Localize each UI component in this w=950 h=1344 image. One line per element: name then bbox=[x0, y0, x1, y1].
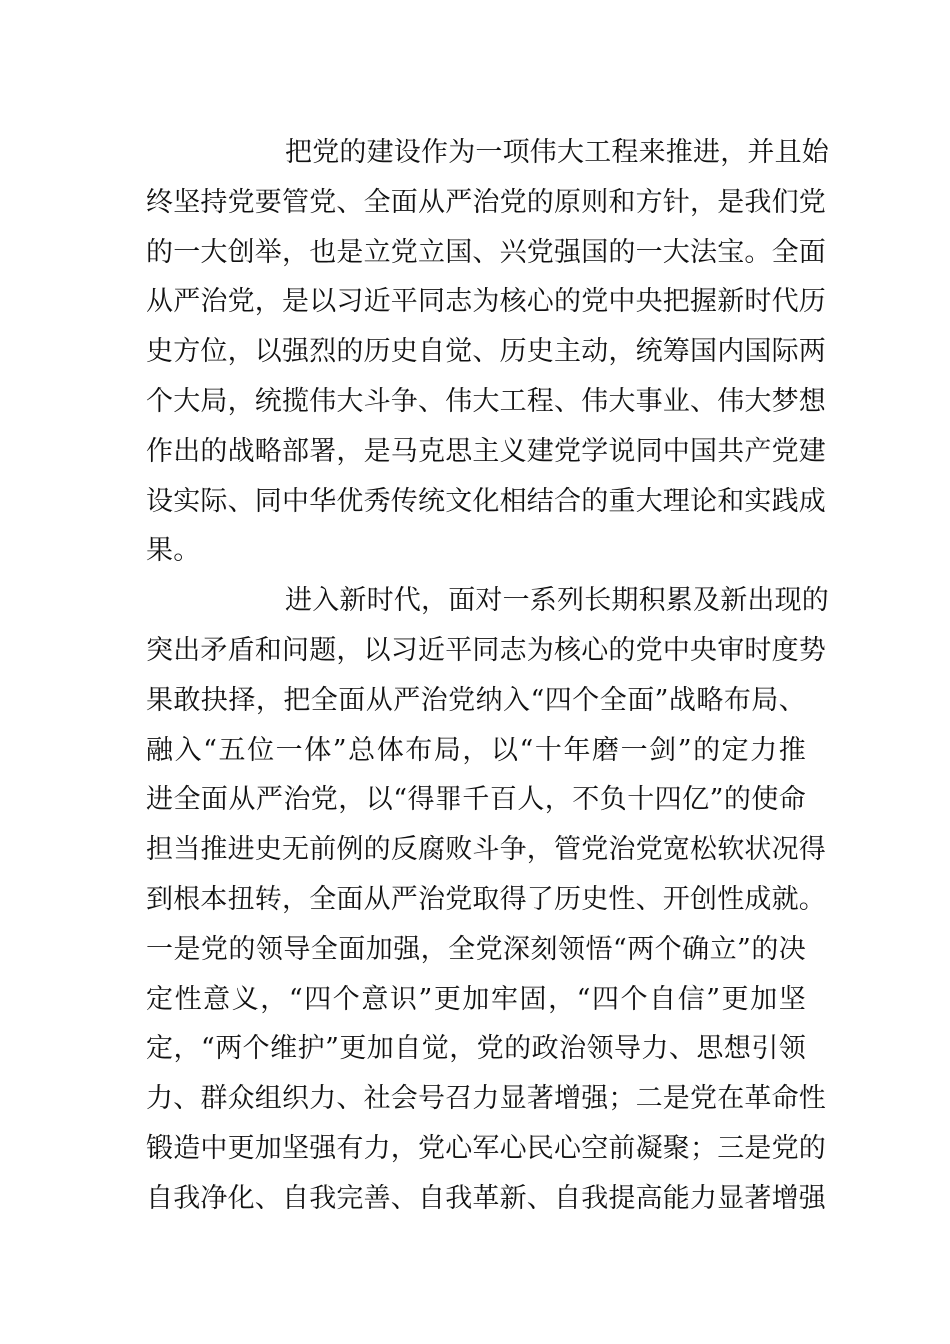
text-line: 担当推进史无前例的反腐败斗争，管党治党宽松软状况得 bbox=[146, 834, 826, 866]
text-line: 融入“五位一体”总体布局，以“十年磨一剑”的定力推 bbox=[146, 734, 806, 766]
text-line: 把党的建设作为一项伟大工程来推进，并且始 bbox=[285, 137, 829, 168]
text-line: 进全面从严治党，以“得罪千百人，不负十四亿”的使命 bbox=[146, 784, 806, 816]
paragraph-2 bbox=[146, 576, 829, 1223]
text-line: 自我净化、自我完善、自我革新、自我提高能力显著增强 bbox=[146, 1182, 826, 1214]
text-line: 定性意义，“四个意识”更加牢固，“四个自信”更加坚 bbox=[146, 983, 806, 1015]
text-line: 设实际、同中华优秀传统文化相结合的重大理论和实践成 bbox=[146, 485, 826, 517]
text-line: 力、群众组织力、社会号召力显著增强；二是党在革命性 bbox=[146, 1083, 826, 1115]
text-line: 定，“两个维护”更加自觉，党的政治领导力、思想引领 bbox=[146, 1033, 806, 1065]
text-line: 果。 bbox=[146, 535, 201, 567]
text-line: 一是党的领导全面加强，全党深刻领悟“两个确立”的决 bbox=[146, 933, 806, 965]
text-line: 作出的战略部署，是马克思主义建党学说同中国共产党建 bbox=[146, 435, 826, 467]
text-line: 史方位，以强烈的历史自觉、历史主动，统筹国内国际两 bbox=[146, 336, 826, 368]
text-line: 从严治党，是以习近平同志为核心的党中央把握新时代历 bbox=[146, 286, 826, 318]
text-line: 个大局，统揽伟大斗争、伟大工程、伟大事业、伟大梦想 bbox=[146, 385, 826, 417]
document-body bbox=[146, 128, 829, 1224]
text-line: 进入新时代，面对一系列长期积累及新出现的 bbox=[285, 585, 829, 617]
paragraph-1 bbox=[146, 128, 829, 576]
text-line: 终坚持党要管党、全面从严治党的原则和方针，是我们党 bbox=[146, 186, 826, 218]
text-line: 果敢抉择，把全面从严治党纳入“四个全面”战略布局、 bbox=[146, 684, 806, 716]
text-line: 锻造中更加坚强有力，党心军心民心空前凝聚；三是党的 bbox=[146, 1132, 826, 1164]
text-line: 突出矛盾和问题，以习近平同志为核心的党中央审时度势 bbox=[146, 634, 826, 666]
text-line: 的一大创举，也是立党立国、兴党强国的一大法宝。全面 bbox=[146, 236, 826, 268]
text-line: 到根本扭转，全面从严治党取得了历史性、开创性成就。 bbox=[146, 883, 826, 915]
